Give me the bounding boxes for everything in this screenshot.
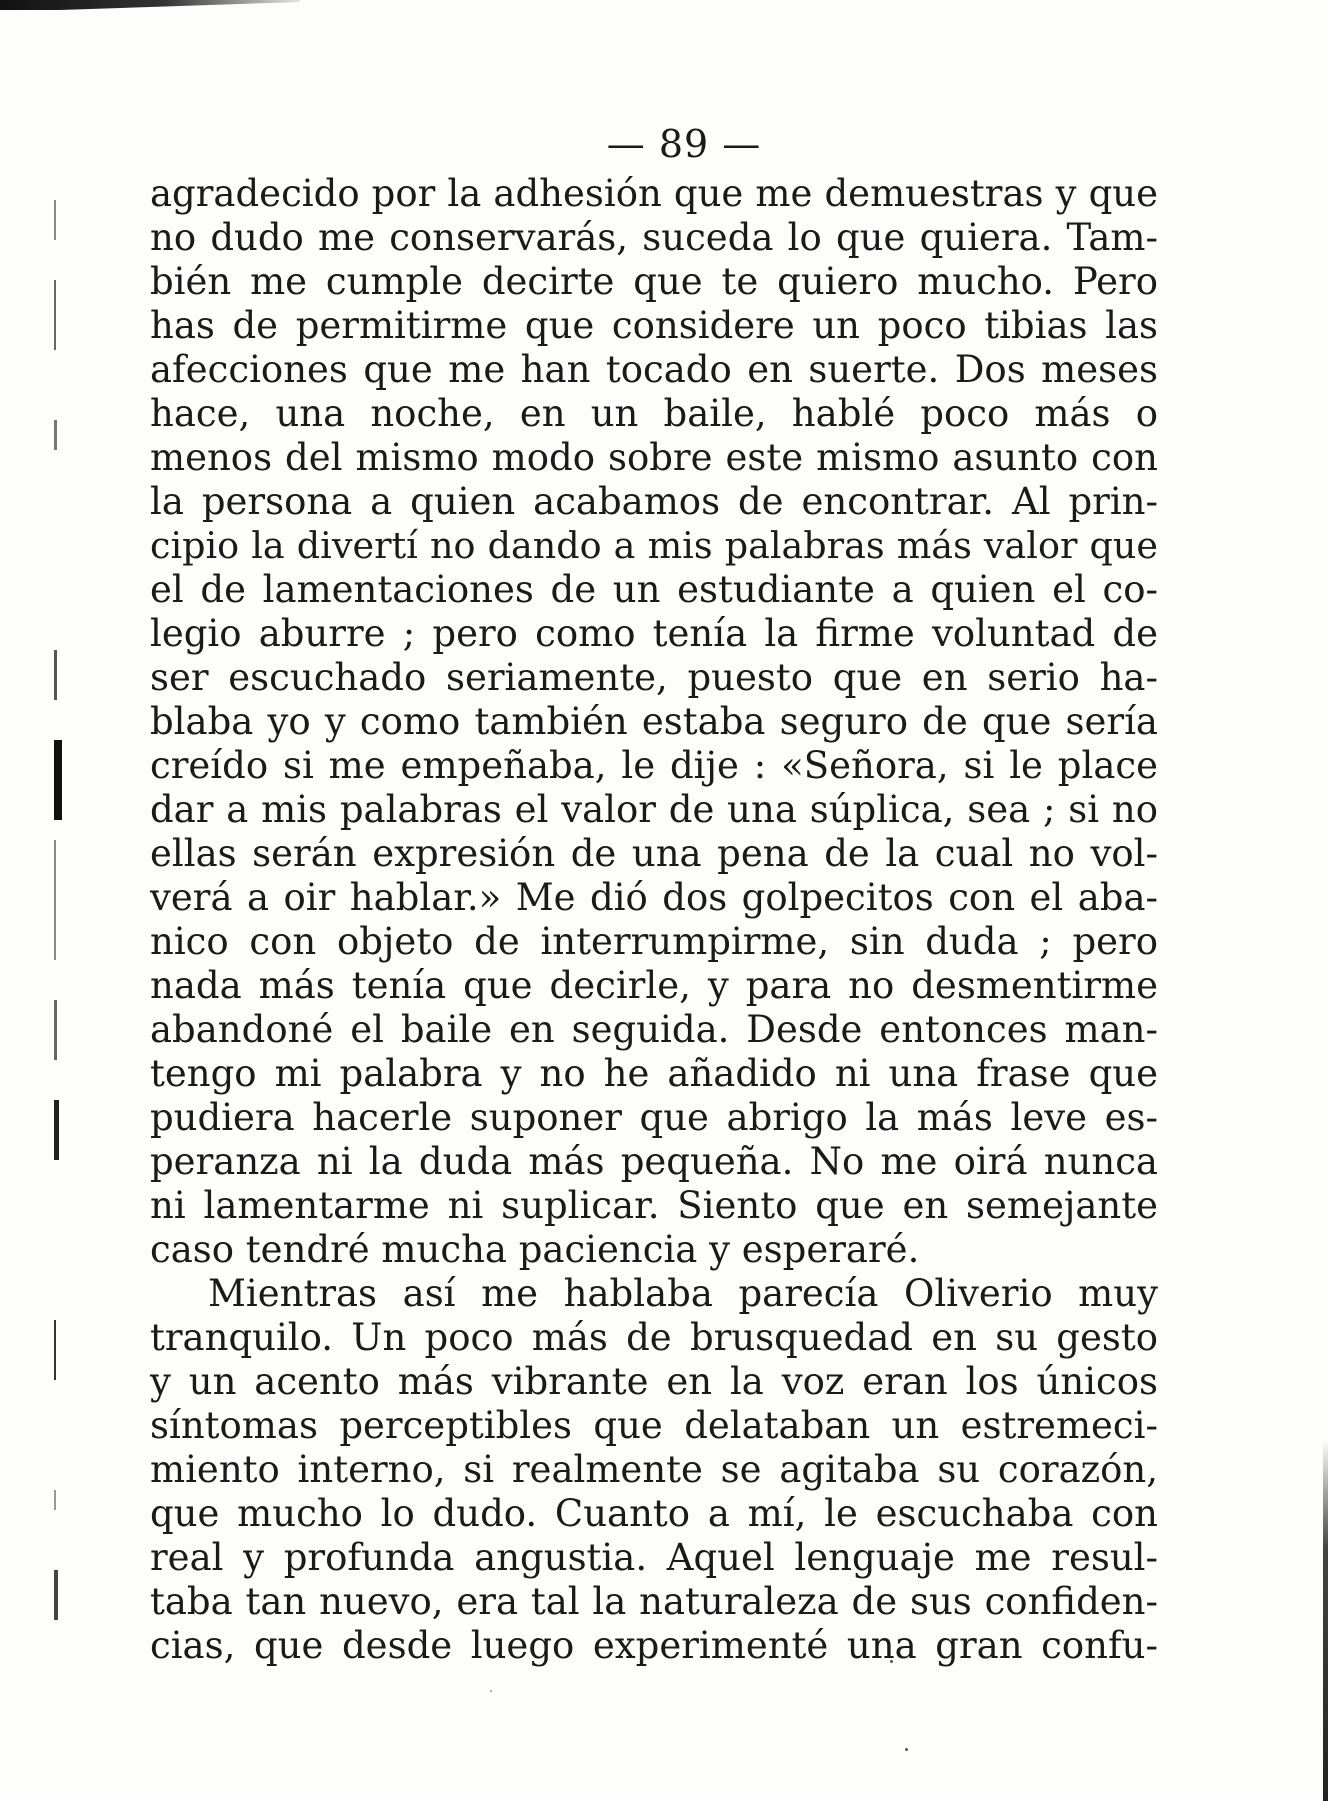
text-line: legio aburre ; pero como tenía la firme voluntad de: [150, 612, 1158, 655]
page-number: — 89 —: [606, 122, 762, 166]
text-line: y un acento más vibrante en la voz eran los únicos: [150, 1360, 1158, 1403]
body-text: [150, 172, 1158, 1668]
text-line: blaba yo y como también estaba seguro de que sería: [150, 700, 1158, 743]
text-line: tengo mi palabra y no he añadido ni una frase que: [150, 1052, 1158, 1095]
text-line: tranquilo. Un poco más de brusquedad en su gesto: [150, 1316, 1158, 1359]
text-line: creído si me empeñaba, le dije : «Señora, si le place: [150, 744, 1158, 787]
text-line: hace, una noche, en un baile, hablé poco más o: [150, 392, 1158, 435]
text-line: agradecido por la adhesión que me demuestras y que: [150, 172, 1158, 215]
scan-artifact-top: [0, 0, 300, 10]
text-line: taba tan nuevo, era tal la naturaleza de sus confiden-: [150, 1580, 1158, 1623]
text-line: peranza ni la duda más pequeña. No me oirá nunca: [150, 1140, 1158, 1183]
text-line: que mucho lo dudo. Cuanto a mí, le escuchaba con: [150, 1492, 1158, 1535]
text-line: cipio la divertí no dando a mis palabras más valor que: [150, 524, 1158, 567]
text-line: pudiera hacerle suponer que abrigo la más leve es-: [150, 1096, 1158, 1139]
text-line: real y profunda angustia. Aquel lenguaje me resul-: [150, 1536, 1158, 1579]
paragraph-2: [150, 1272, 1158, 1668]
text-line: bién me cumple decirte que te quiero mucho. Pero: [150, 260, 1158, 303]
text-line: ser escuchado seriamente, puesto que en serio ha-: [150, 656, 1158, 699]
text-line: síntomas perceptibles que delataban un estremeci-: [150, 1404, 1158, 1447]
text-line: menos del mismo modo sobre este mismo asunto con: [150, 436, 1158, 479]
text-line: abandoné el baile en seguida. Desde entonces man-: [150, 1008, 1158, 1051]
text-line: miento interno, si realmente se agitaba su corazón,: [150, 1448, 1158, 1491]
scan-artifact-left-margin: [52, 180, 64, 1660]
text-line: caso tendré mucha paciencia y esperaré.: [150, 1228, 920, 1271]
text-line: ni lamentarme ni suplicar. Siento que en semejante: [150, 1184, 1158, 1227]
text-line: la persona a quien acabamos de encontrar. Al prin-: [150, 480, 1158, 523]
text-line: no dudo me conservarás, suceda lo que quiera. Tam-: [150, 216, 1158, 259]
scan-artifact-right-edge: [1323, 1440, 1328, 1801]
text-line: nico con objeto de interrumpirme, sin duda ; pero: [150, 920, 1158, 963]
text-line: nada más tenía que decirle, y para no desmentirme: [150, 964, 1158, 1007]
text-line: has de permitirme que considere un poco tibias las: [150, 304, 1158, 347]
text-line: Mientras así me hablaba parecía Oliverio muy: [208, 1272, 1158, 1315]
text-line: verá a oir hablar.» Me dió dos golpecitos con el aba-: [150, 876, 1158, 919]
text-line: dar a mis palabras el valor de una súplica, sea ; si no: [150, 788, 1158, 831]
text-line: ellas serán expresión de una pena de la cual no vol-: [150, 832, 1158, 875]
text-line: cias, que desde luego experimenté una gran confu-: [150, 1624, 1158, 1667]
paragraph-1: [150, 172, 1158, 1272]
text-line: afecciones que me han tocado en suerte. Dos meses: [150, 348, 1158, 391]
text-line: el de lamentaciones de un estudiante a quien el co-: [150, 568, 1158, 611]
